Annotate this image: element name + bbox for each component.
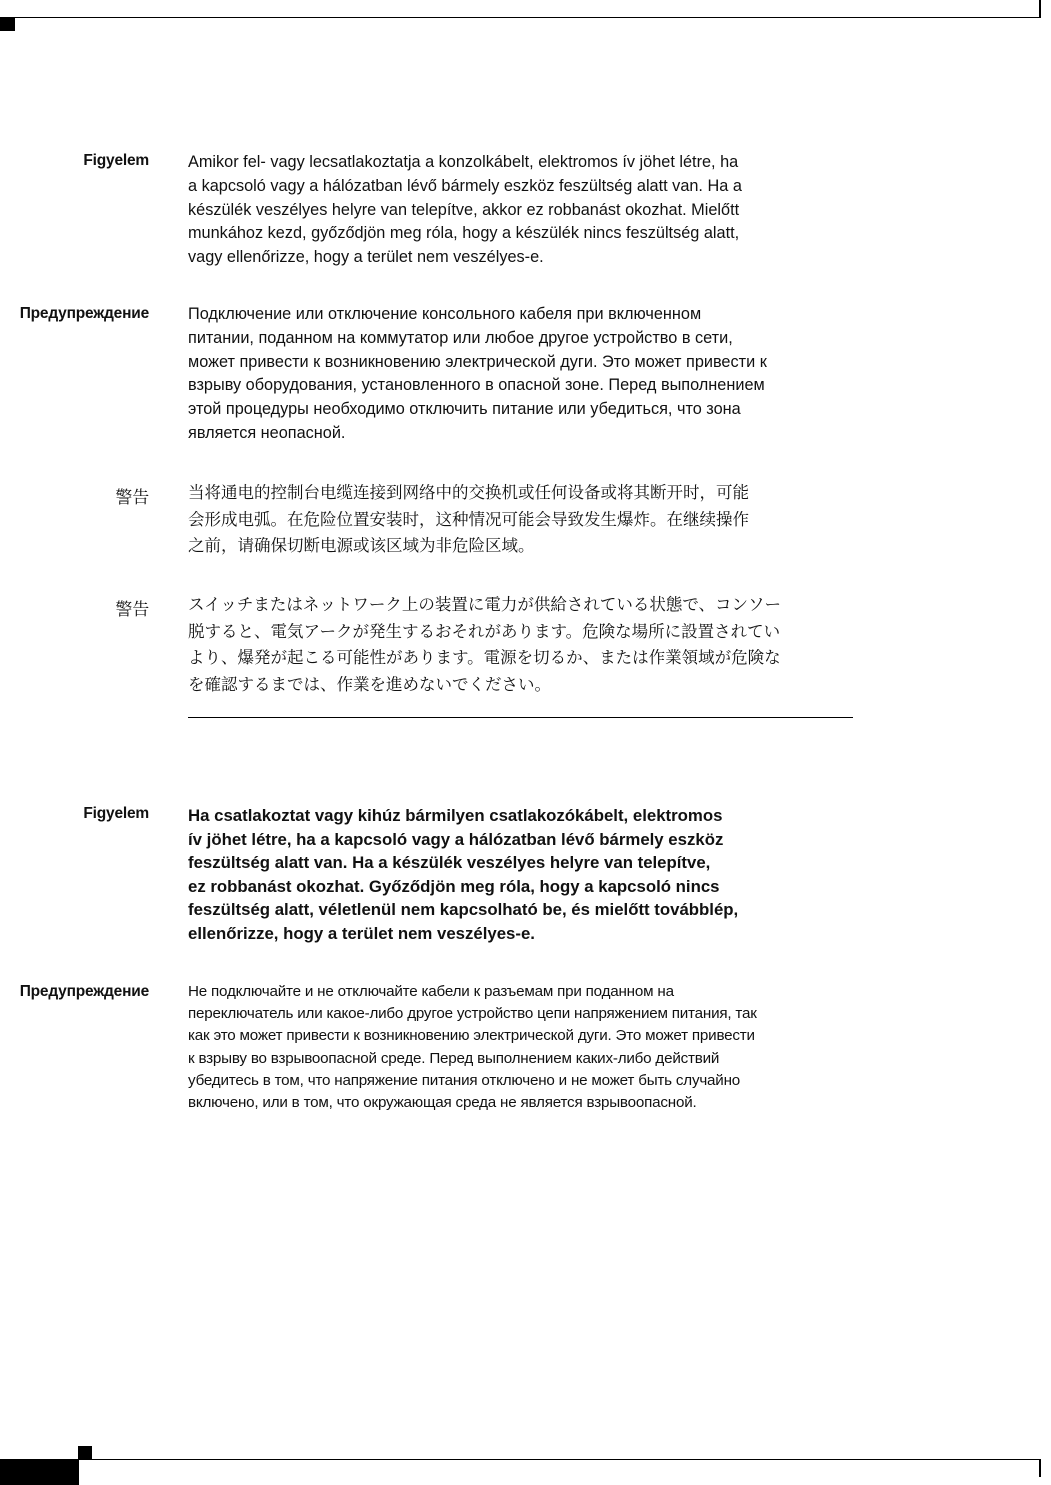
- warning-text: [188, 480, 838, 560]
- bottom-right-tick: [1039, 1459, 1041, 1477]
- warning-line: 之前，请确保切断电源或该区域为非危险区域。: [188, 536, 535, 555]
- warning-label: Figyelem: [83, 805, 149, 822]
- warning-line: убедитесь в том, что напряжение питания отключено и не может быть случайно: [188, 1071, 741, 1089]
- warning-line: feszültség alatt van. Ha a készülék veszélyes helyre van telepítve,: [188, 853, 711, 873]
- warning-text: [188, 303, 856, 446]
- warning-line: Не подключайте и не отключайте кабели к разъемам при поданном на: [188, 983, 674, 1000]
- warning-line: Ha csatlakoztat vagy kihúz bármilyen csatlakozókábelt, elektromos: [188, 806, 723, 825]
- bottom-border-rule: [78, 1459, 1041, 1460]
- warning-line: ez robbanást okozhat. Győződjön meg róla, hogy a kapcsoló nincs: [188, 876, 720, 896]
- warning-line: készülék veszélyes helyre van telepítve, akkor ez robbanást okozhat. Mielőtt: [188, 200, 740, 219]
- top-right-tick: [1039, 0, 1041, 18]
- warning-line: к взрыву во взрывоопасной среде. Перед выполнением каких-либо действий: [188, 1049, 720, 1067]
- warning-line: Amikor fel- vagy lecsatlakoztatja a konzolkábelt, elektromos ív jöhet létre, ha: [188, 153, 739, 171]
- warning-line: переключатель или какое-либо другое устройство цепи напряжением питания, так: [188, 1005, 757, 1023]
- warning-line: Подключение или отключение консольного кабеля при включенном: [188, 305, 702, 323]
- warning-line: munkához kezd, győződjön meg róla, hogy a készülék nincs feszültség alatt,: [188, 224, 740, 243]
- warning-label: Figyelem: [83, 152, 149, 169]
- warning-label: 警告: [115, 600, 149, 619]
- warning-text: [188, 151, 856, 270]
- warning-label: Предупреждение: [19, 983, 149, 1000]
- warning-line: ellenőrizze, hogy a terület nem veszélyes-e.: [188, 923, 535, 943]
- warning-label: 警告: [115, 488, 149, 507]
- warning-text: [188, 981, 856, 1114]
- warning-line: を確認するまでは、作業を進めないでください。: [188, 674, 551, 694]
- bottom-marker: [78, 1446, 92, 1459]
- warning-line: питании, поданном на коммутатор или любое другое устройство в сети,: [188, 328, 733, 347]
- bottom-left-tab: [0, 1459, 79, 1485]
- warning-line: 当将通电的控制台电缆连接到网络中的交换机或任何设备或将其断开时，可能: [188, 483, 749, 502]
- warning-line: vagy ellenőrizze, hogy a terület nem veszélyes-e.: [188, 248, 544, 267]
- warning-line: этой процедуры необходимо отключить питание или убедиться, что зона: [188, 400, 741, 419]
- section-divider: [188, 717, 853, 718]
- warning-line: как это может привести к возникновению электрической дуги. Это может привести: [188, 1027, 755, 1045]
- warning-line: より、爆発が起こる可能性があります。電源を切るか、または作業領域が危険な: [188, 648, 781, 667]
- warning-label: Предупреждение: [19, 305, 149, 322]
- warning-line: является неопасной.: [188, 423, 346, 442]
- warning-line: 会形成电弧。在危险位置安装时，这种情况可能会导致发生爆炸。在继续操作: [188, 509, 749, 529]
- warning-line: a kapcsoló vagy a hálózatban lévő bármely eszköz feszültség alatt van. Ha a: [188, 176, 742, 195]
- warning-text: [188, 804, 856, 946]
- warning-text: [188, 592, 864, 698]
- warning-line: ív jöhet létre, ha a kapcsoló vagy a hálózatban lévő bármely eszköz: [188, 829, 724, 849]
- top-border-rule: [0, 17, 1040, 18]
- warning-line: 脱すると、電気アークが発生するおそれがあります。危険な場所に設置されてい: [188, 621, 781, 641]
- warning-line: взрыву оборудования, установленного в опасной зоне. Перед выполнением: [188, 376, 765, 395]
- warning-line: включено, или в том, что окружающая среда не является взрывоопасной.: [188, 1094, 697, 1112]
- warning-line: может привести к возникновению электрической дуги. Это может привести к: [188, 352, 767, 371]
- top-left-marker: [0, 18, 15, 31]
- warning-line: スイッチまたはネットワーク上の装置に電力が供給されている状態で、コンソー: [188, 595, 782, 614]
- warning-line: feszültség alatt, véletlenül nem kapcsolható be, és mielőtt továbblép,: [188, 900, 739, 920]
